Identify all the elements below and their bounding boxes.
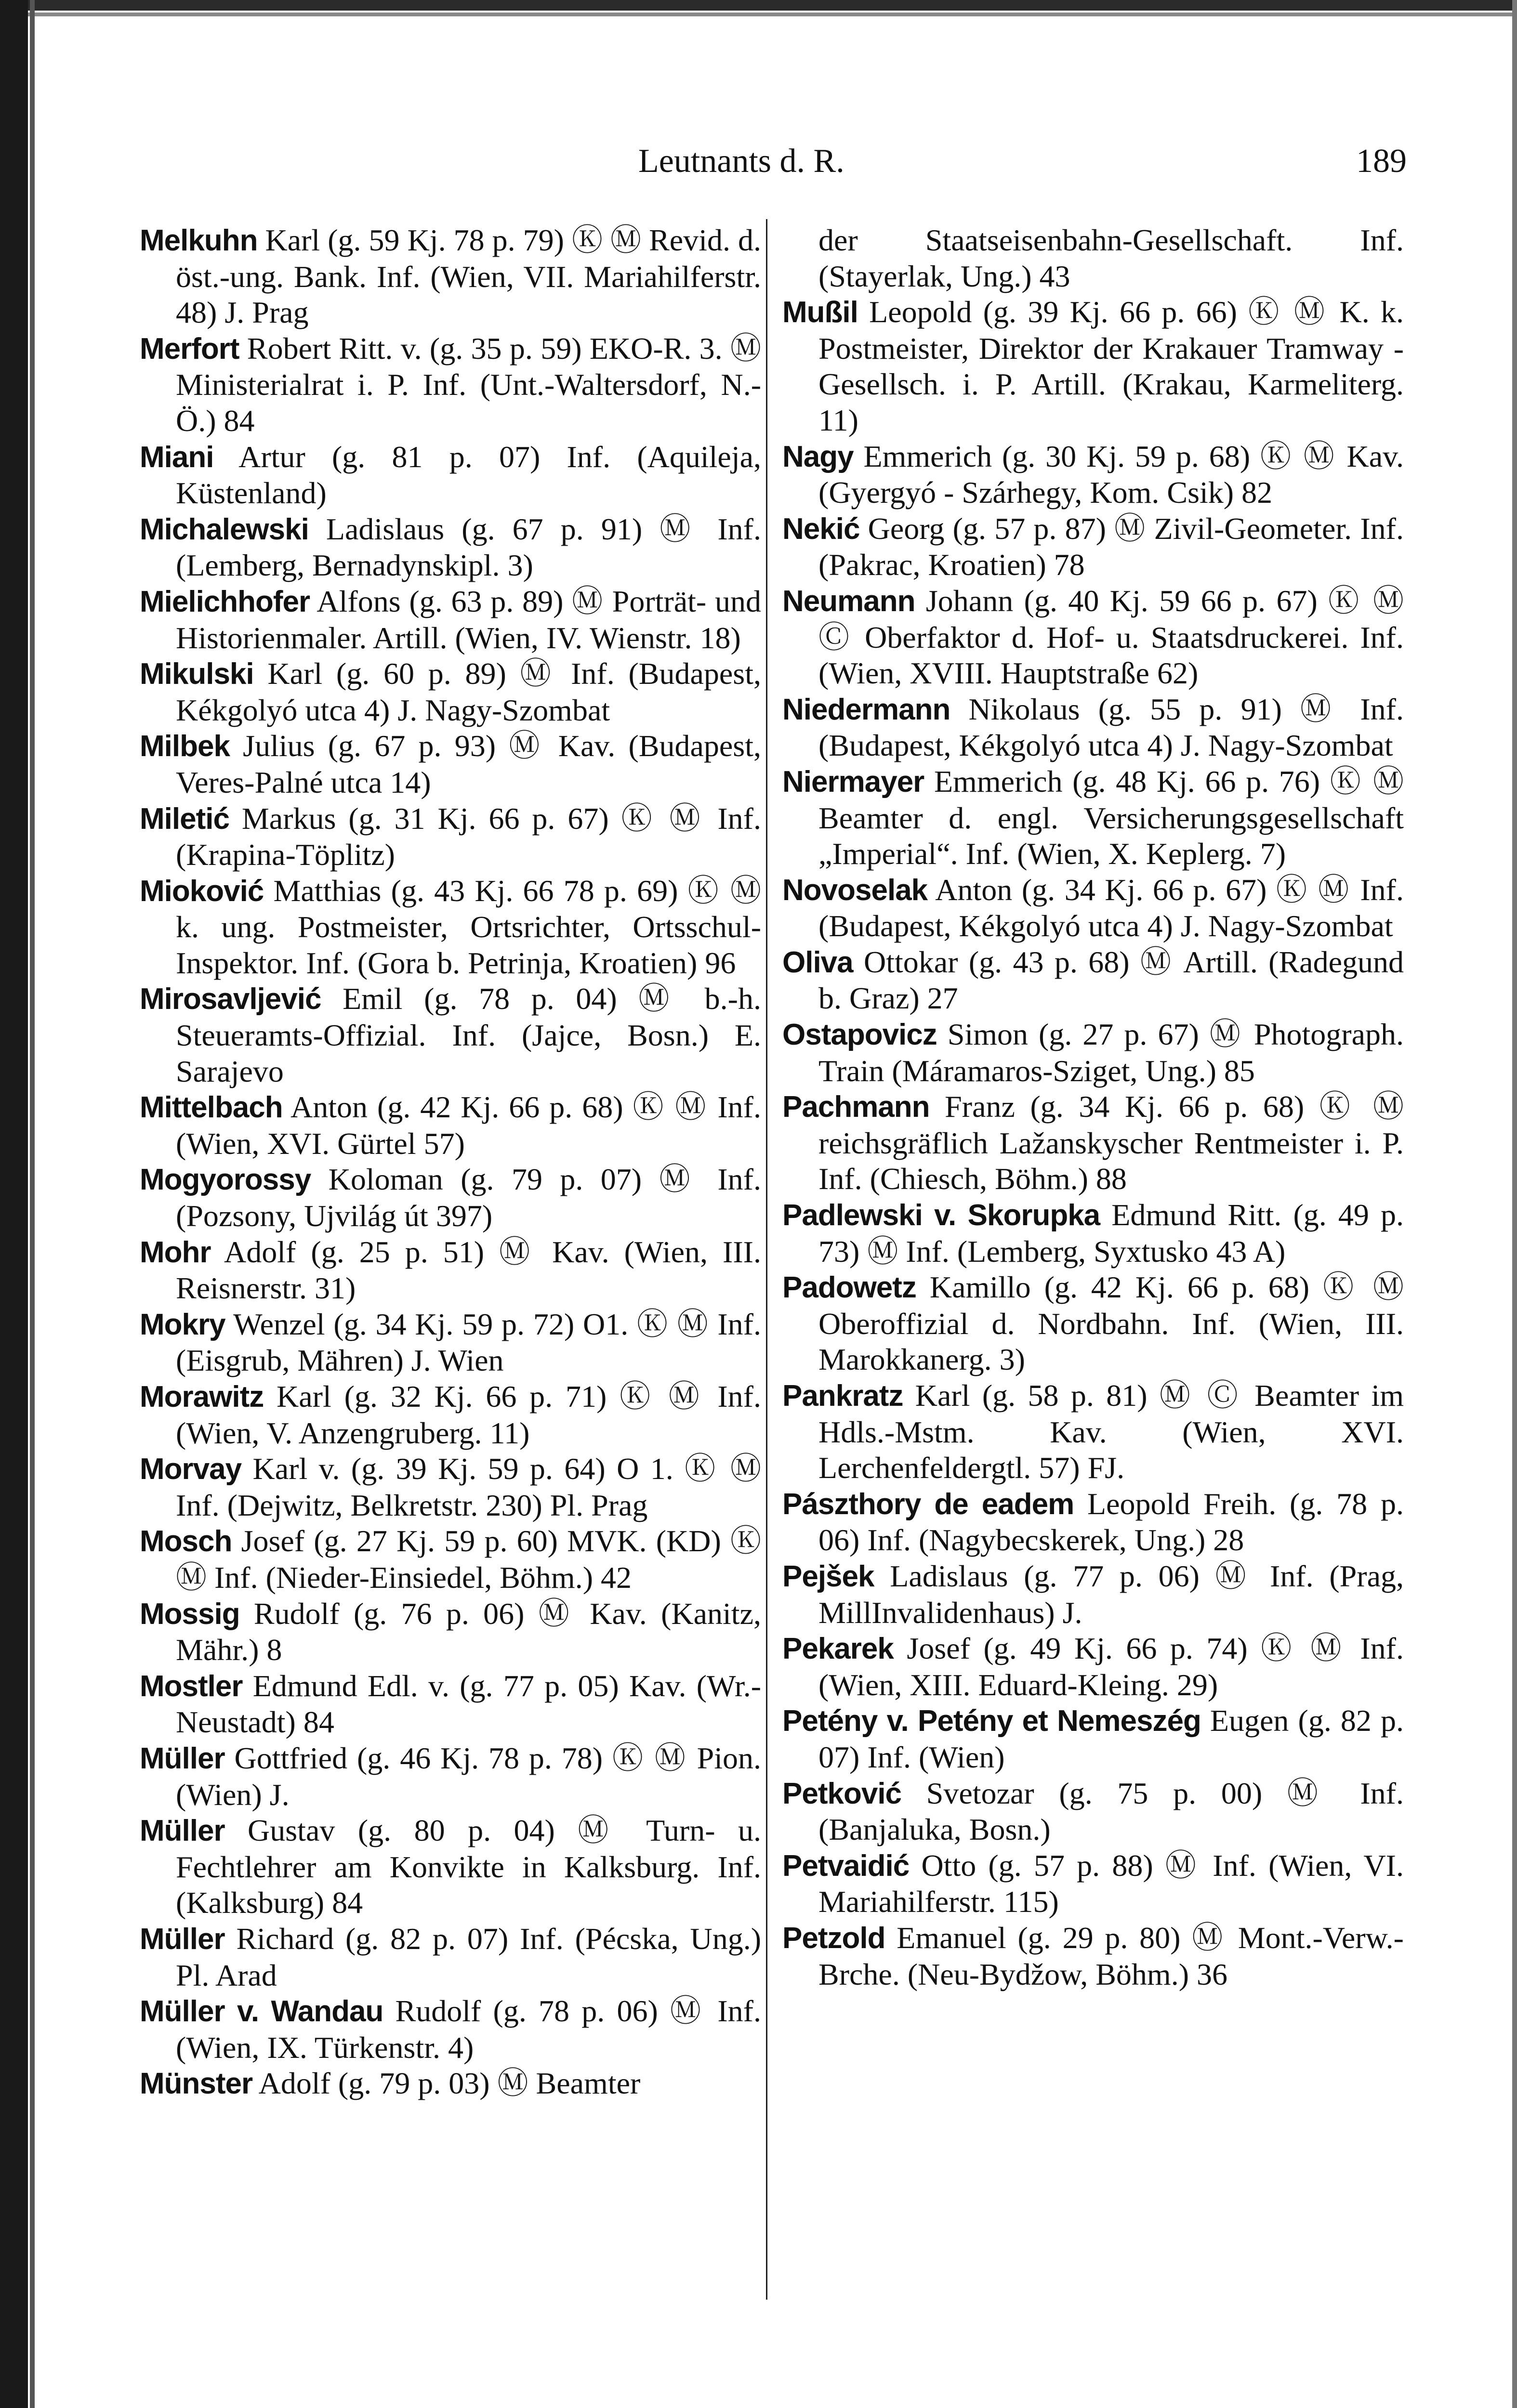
entry-surname: Mirosavljević [140,982,321,1016]
entry-surname: Nekić [782,512,860,546]
entry-details: Richard (g. 82 p. 07) Inf. (Pécska, Ung.) Pl. Arad [176,1921,761,1992]
entry-surname: Merfort [140,332,239,366]
entry-surname: Ostapovicz [782,1018,937,1052]
entry-surname: Münster [140,2067,253,2101]
entry-surname: Pankratz [782,1379,903,1413]
entry-surname: Michalewski [140,512,309,546]
directory-entry [140,584,761,656]
entry-surname: Mosch [140,1525,232,1558]
entry-surname: Mittelbach [140,1091,283,1125]
directory-entry [140,1162,761,1234]
entry-details: Leopold Freih. (g. 78 p. 06) Inf. (Nagybecskerek, Ung.) 28 [818,1486,1404,1557]
entry-surname: Petvaidić [782,1849,910,1883]
directory-entry [140,511,761,584]
directory-entry [140,873,761,982]
directory-entry [140,331,761,439]
directory-entry [140,1089,761,1162]
entry-surname: Melkuhn [140,224,258,257]
entry-surname: Mikulski [140,657,254,691]
entry-surname: Mußil [782,296,858,329]
entry-details: Josef (g. 27 Kj. 59 p. 60) MVK. (KD) Ⓚ Ⓜ Inf. (Nieder-Einsiedel, Böhm.) 42 [176,1524,761,1595]
entry-details: Leopold (g. 39 Kj. 66 p. 66) Ⓚ Ⓜ K. k. Postmeister, Direktor der Krakauer Tramway - Gesellsch. i. P. Artill. (Krakau, Karmeliterg. 11) [818,295,1404,437]
entry-surname: Novoselak [782,873,928,907]
directory-entry [140,222,761,331]
directory-entry [782,692,1404,764]
entry-details: Svetozar (g. 75 p. 00) Ⓜ Inf. (Banjaluka, Bosn.) [818,1776,1404,1847]
directory-entry [782,1017,1404,1089]
entry-surname: Mostler [140,1669,243,1703]
continuation-text: der Staatseisenbahn-Gesellschaft. Inf. (Stayerlak, Ung.) 43 [818,223,1404,293]
entry-details: Anton (g. 34 Kj. 66 p. 67) Ⓚ Ⓜ Inf. (Budapest, Kékgolyó utca 4) J. Nagy-Szombat [818,872,1404,943]
entry-surname: Petzold [782,1921,885,1955]
running-header-title: Leutnants d. R. [638,143,844,180]
entry-details: Adolf (g. 79 p. 03) Ⓜ Beamter [252,2066,641,2101]
directory-entry [782,1848,1404,1920]
directory-entry [140,1379,761,1451]
entry-details: Rudolf (g. 76 p. 06) Ⓜ Kav. (Kanitz, Mähr.) 8 [176,1596,761,1667]
entry-surname: Mohr [140,1235,211,1269]
entry-details: Georg (g. 57 p. 87) Ⓜ Zivil-Geometer. Inf. (Pakrac, Kroatien) 78 [818,511,1404,582]
entry-details: Josef (g. 49 Kj. 66 p. 74) Ⓚ Ⓜ Inf. (Wien, XIII. Eduard-Kleing. 29) [818,1631,1404,1702]
entry-surname: Mogyorossy [140,1163,311,1197]
entry-details: Gustav (g. 80 p. 04) Ⓜ Turn- u. Fechtlehrer am Konvikte in Kalksburg. Inf. (Kalksburg) 84 [176,1813,761,1920]
directory-entry [140,1921,761,1993]
directory-entry [782,1920,1404,1992]
entry-details: Karl (g. 58 p. 81) Ⓜ Ⓒ Beamter im Hdls.-Mstm. Kav. (Wien, XVI. Lerchenfeldergtl. 57) FJ. [818,1378,1404,1485]
directory-entry [140,1668,761,1741]
entry-surname: Nagy [782,440,854,473]
directory-entry [782,511,1404,583]
directory-entry [782,583,1404,692]
entry-details: Nikolaus (g. 55 p. 91) Ⓜ Inf. (Budapest, Kékgolyó utca 4) J. Nagy-Szombat [818,692,1404,763]
directory-entry [140,981,761,1089]
entry-surname: Petković [782,1777,902,1810]
entry-surname: Mossig [140,1597,240,1631]
entry-details: Emanuel (g. 29 p. 80) Ⓜ Mont.-Verw.-Brche. (Neu-Bydžow, Böhm.) 36 [818,1920,1404,1991]
directory-entry [782,764,1404,872]
entry-details: Koloman (g. 79 p. 07) Ⓜ Inf. (Pozsony, Ujvilág út 397) [176,1162,761,1233]
entry-surname: Padowetz [782,1271,916,1305]
scan-right-border [1512,0,1517,2408]
entry-details: Julius (g. 67 p. 93) Ⓜ Kav. (Budapest, Veres-Palné utca 14) [176,729,761,799]
entry-details: Anton (g. 42 Kj. 66 p. 68) Ⓚ Ⓜ Inf. (Wien, XVI. Gürtel 57) [176,1090,761,1161]
scan-top-border-shadow [0,13,1517,16]
entry-details: Johann (g. 40 Kj. 59 66 p. 67) Ⓚ Ⓜ Ⓒ Oberfaktor d. Hof- u. Staatsdruckerei. Inf. (Wien, XVIII. Hauptstraße 62) [818,583,1404,691]
entry-details: Emmerich (g. 30 Kj. 59 p. 68) Ⓚ Ⓜ Kav. (Gyergyó - Szárhegy, Kom. Csik) 82 [818,439,1404,510]
entry-surname: Oliva [782,945,853,979]
directory-entry [782,872,1404,944]
directory-entry [140,1451,761,1523]
directory-entry [140,1741,761,1813]
entry-surname: Padlewski v. Skorupka [782,1199,1100,1232]
entry-surname: Neumann [782,584,915,618]
entry-surname: Pekarek [782,1632,894,1666]
entry-surname: Niermayer [782,765,924,798]
entry-surname: Miani [140,440,214,474]
directory-entry [782,944,1404,1017]
scan-left-border-shadow [30,0,35,2408]
directory-entry [782,1197,1404,1269]
entry-surname: Milbek [140,730,230,763]
entry-details: Gottfried (g. 46 Kj. 78 p. 78) Ⓚ Ⓜ Pion. (Wien) J. [176,1741,761,1812]
entry-surname: Müller v. Wandau [140,1995,383,2028]
directory-entry [782,1703,1404,1775]
directory-entry [140,656,761,728]
scan-left-border [0,0,28,2408]
entry-surname: Mielichhofer [140,585,310,618]
entry-details: Karl (g. 60 p. 89) Ⓜ Inf. (Budapest, Kékgolyó utca 4) J. Nagy-Szombat [176,656,761,727]
entry-surname: Mokry [140,1308,225,1341]
directory-entry [140,801,761,873]
directory-entry [140,1523,761,1596]
entry-details: Simon (g. 27 p. 67) Ⓜ Photograph. Train (Máramaros-Sziget, Ung.) 85 [818,1017,1404,1088]
directory-entry [782,294,1404,438]
entry-details: Wenzel (g. 34 Kj. 59 p. 72) O1. Ⓚ Ⓜ Inf. (Eisgrub, Mähren) J. Wien [176,1307,761,1378]
entry-details: Adolf (g. 25 p. 51) Ⓜ Kav. (Wien, III. Reisnerstr. 31) [176,1234,761,1306]
entry-details: Ladislaus (g. 67 p. 91) Ⓜ Inf. (Lemberg, Bernadynskipl. 3) [176,511,761,583]
entry-details: Robert Ritt. v. (g. 35 p. 59) EKO-R. 3. Ⓜ Ministerialrat i. P. Inf. (Unt.-Waltersdorf, N.-Ö.) 84 [176,331,761,438]
entry-details: Kamillo (g. 42 Kj. 66 p. 68) Ⓚ Ⓜ Oberoffizial d. Nordbahn. Inf. (Wien, III. Marokkanerg. 3) [818,1270,1404,1377]
scan-top-border [0,0,1517,11]
directory-entry [140,1234,761,1307]
entry-details: Edmund Edl. v. (g. 77 p. 05) Kav. (Wr.-Neustadt) 84 [176,1668,761,1740]
directory-entry [140,2066,761,2102]
entry-details: Otto (g. 57 p. 88) Ⓜ Inf. (Wien, VI. Mariahilferstr. 115) [818,1848,1404,1919]
page-number: 189 [1356,143,1407,180]
entry-surname: Mioković [140,874,264,908]
entry-surname: Pejšek [782,1559,874,1593]
entry-details: Emil (g. 78 p. 04) Ⓜ b.-h. Steueramts-Offizial. Inf. (Jajce, Bosn.) E. Sarajevo [176,982,761,1088]
entry-details: Matthias (g. 43 Kj. 66 78 p. 69) Ⓚ Ⓜ k. ung. Postmeister, Ortsrichter, Ortsschul-Inspektor. Inf. (Gora b. Petrinja, Kroatien) 96 [176,873,761,980]
entry-details: Franz (g. 34 Kj. 66 p. 68) Ⓚ Ⓜ reichsgräflich Lažanskyscher Rentmeister i. P. Inf. (Chiesch, Böhm.) 88 [818,1089,1404,1196]
directory-entry [140,439,761,511]
entry-details: Alfons (g. 63 p. 89) Ⓜ Porträt- und Historienmaler. Artill. (Wien, IV. Wienstr. 18) [176,584,761,655]
entry-surname: Pászthory de eadem [782,1487,1074,1521]
directory-entry [782,1631,1404,1703]
entry-surname: Petény v. Petény et Nemeszég [782,1704,1201,1738]
entry-details: Ladislaus (g. 77 p. 06) Ⓜ Inf. (Prag, MillInvalidenhaus) J. [818,1558,1404,1630]
entry-surname: Müller [140,1922,225,1956]
directory-entry [782,1486,1404,1558]
directory-entry [782,1269,1404,1378]
directory-entry [140,728,761,800]
entry-surname: Müller [140,1814,225,1848]
entry-surname: Miletić [140,802,229,836]
right-column [782,222,1404,1992]
column-divider [766,219,767,2300]
entry-details: Karl (g. 59 Kj. 78 p. 79) Ⓚ Ⓜ Revid. d. öst.-ung. Bank. Inf. (Wien, VII. Mariahilferstr. 48) J. Prag [176,223,761,330]
entry-details: Ottokar (g. 43 p. 68) Ⓜ Artill. (Radegund b. Graz) 27 [818,944,1404,1016]
entry-surname: Morvay [140,1453,242,1486]
directory-entry [782,439,1404,511]
entry-details: Edmund Ritt. (g. 49 p. 73) Ⓜ Inf. (Lemberg, Syxtusko 43 A) [818,1198,1404,1269]
entry-details: Eugen (g. 82 p. 07) Inf. (Wien) [818,1703,1404,1774]
entry-details: Artur (g. 81 p. 07) Inf. (Aquileja, Küstenland) [176,439,761,510]
entry-surname: Niedermann [782,693,950,726]
entry-details: Karl (g. 32 Kj. 66 p. 71) Ⓚ Ⓜ Inf. (Wien, V. Anzengruberg. 11) [176,1379,761,1450]
directory-entry [782,1776,1404,1848]
entry-surname: Pachmann [782,1090,930,1124]
directory-entry [140,1813,761,1921]
entry-details: Karl v. (g. 39 Kj. 59 p. 64) O 1. Ⓚ Ⓜ Inf. (Dejwitz, Belkretstr. 230) Pl. Prag [176,1452,761,1522]
directory-entry [140,1307,761,1379]
entry-surname: Morawitz [140,1380,264,1413]
entry-details: Emmerich (g. 48 Kj. 66 p. 76) Ⓚ Ⓜ Beamter d. engl. Versicherungsgesellschaft „Imperial“. Inf. (Wien, X. Keplerg. 7) [818,764,1404,871]
directory-entry [140,1993,761,2066]
directory-entry [782,1378,1404,1486]
left-column [140,222,761,2102]
entry-surname: Müller [140,1741,225,1775]
entry-details: Rudolf (g. 78 p. 06) Ⓜ Inf. (Wien, IX. Türkenstr. 4) [176,1994,761,2065]
entry-details: Markus (g. 31 Kj. 66 p. 67) Ⓚ Ⓜ Inf. (Krapina-Töplitz) [176,801,761,872]
directory-entry [782,1089,1404,1197]
directory-entry [140,1596,761,1668]
directory-entry [782,1558,1404,1631]
